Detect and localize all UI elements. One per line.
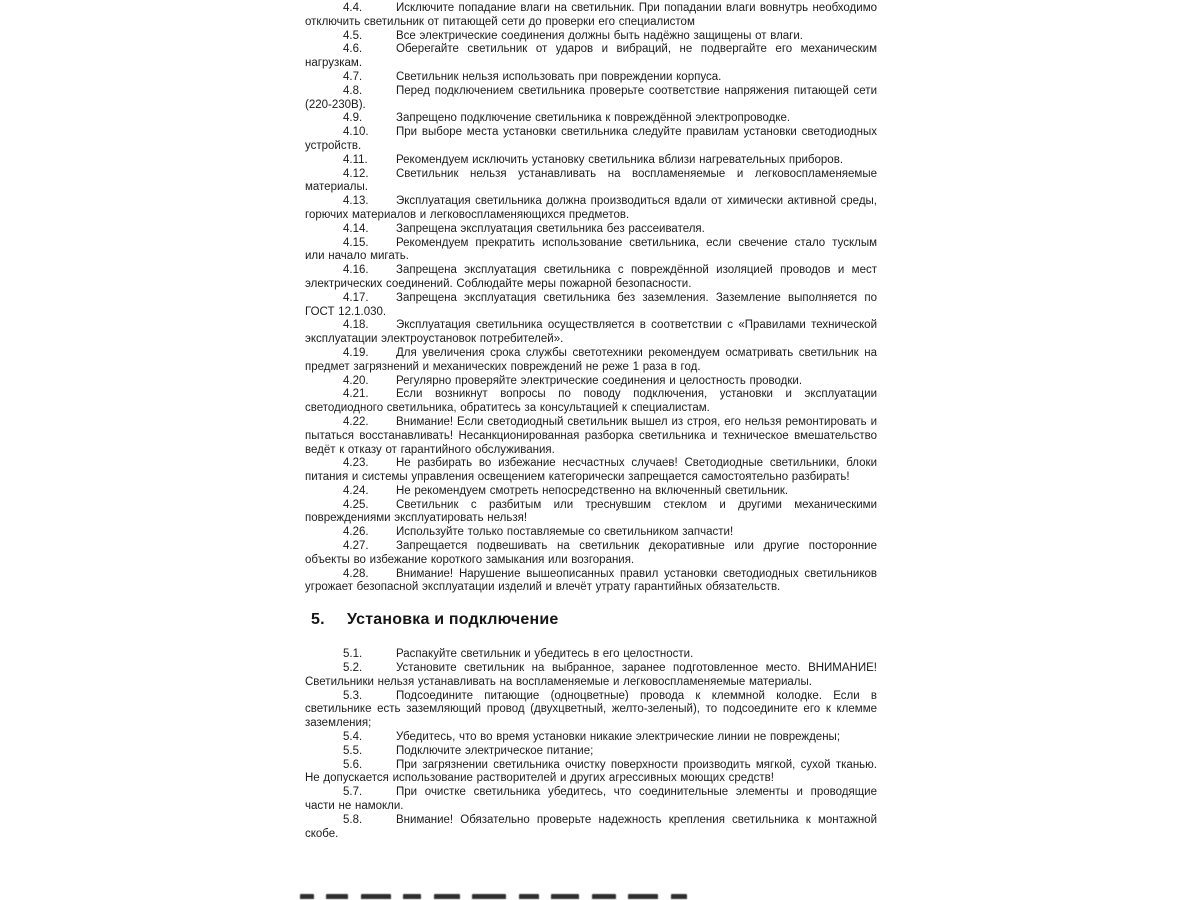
list-item (305, 154, 877, 168)
item-text: Внимание! Обязательно проверьте надежность крепления светильника к монтажной скобе. (305, 813, 877, 840)
item-text: Запрещается подвешивать на светильник декоративные или другие посторонние объекты во избежание короткого замыкания или возгорания. (305, 540, 877, 566)
item-number: 5.3. (343, 689, 363, 702)
item-number: 5.2. (343, 662, 363, 675)
item-text: Эксплуатация светильника осуществляется в соответствии с «Правилами технической эксплуатации электроустановок потребителей». (305, 319, 877, 346)
list-item (305, 485, 877, 499)
item-number: 4.9. (343, 112, 363, 125)
item-number: 4.25. (343, 498, 369, 511)
item-text: При выборе места установки светильника следуйте правилам установки светодиодных устройств. (305, 126, 877, 152)
item-text: При очистке светильника убедитесь, что соединительные элементы и проводящие части не намокли. (305, 786, 877, 813)
item-text: Оберегайте светильник от ударов и вибраций, не подвергайте его механическим нагрузкам. (305, 43, 877, 70)
list-item (305, 540, 877, 568)
item-number: 4.14. (343, 222, 369, 235)
item-text: Не рекомендуем смотреть непосредственно на включенный светильник. (396, 484, 789, 497)
item-text: Если возникнут вопросы по поводу подключения, установки и эксплуатации светодиодного светильника, обратитесь за консультацией к специалистам. (305, 388, 877, 415)
list-item (305, 690, 877, 731)
list-item (305, 43, 877, 71)
item-number: 4.16. (343, 264, 369, 277)
list-item (305, 416, 877, 457)
list-item (305, 648, 877, 662)
item-text: Запрещена эксплуатация светильника без заземления. Заземление выполняется по ГОСТ 12.1.030. (305, 291, 877, 318)
list-item (305, 30, 877, 44)
item-text: Перед подключением светильника проверьте соответствие напряжения питающей сети (220-230В). (305, 84, 877, 111)
list-item (305, 731, 877, 745)
item-number: 4.21. (343, 388, 369, 401)
item-number: 4.6. (343, 43, 363, 56)
item-text: Внимание! Нарушение вышеописанных правил установки светодиодных светильников угрожает безопасной эксплуатации изделий и влечёт утрату гарантийных обязательств. (305, 567, 877, 594)
item-number: 4.12. (343, 167, 369, 180)
item-text: Регулярно проверяйте электрические соединения и целостность проводки. (396, 374, 803, 387)
list-item (305, 526, 877, 540)
cutoff-text-segment (551, 894, 579, 899)
item-number: 4.13. (343, 195, 369, 208)
list-item (305, 292, 877, 320)
section5-heading (311, 611, 877, 629)
list-item (305, 71, 877, 85)
item-text: Исключите попадание влаги на светильник. При попадании влаги вовнутрь необходимо отключить светильник от питающей сети до проверки его специалистом (305, 2, 877, 28)
item-text: Эксплуатация светильника должна производиться вдали от химически активной среды, горючих материалов и легковоспламеняющихся предметов. (305, 195, 877, 221)
cutoff-text-segment (519, 894, 539, 899)
cutoff-text-segment (671, 894, 687, 899)
list-item (305, 85, 877, 113)
item-text: Светильник нельзя использовать при повреждении корпуса. (396, 70, 722, 83)
list-item (305, 786, 877, 814)
section5-heading-number: 5. (311, 611, 325, 629)
item-number: 5.6. (343, 758, 363, 771)
list-item (305, 388, 877, 416)
section4-list (305, 2, 877, 595)
list-item (305, 375, 877, 389)
list-item (305, 568, 877, 596)
cutoff-text-segment (434, 894, 460, 899)
item-number: 4.26. (343, 526, 369, 539)
item-text: Подсоедините питающие (одноцветные) провода к клеммной колодке. Если в светильнике есть заземляющий провод (двухцветный, желто-зеленый), то подсоедините его к клемме заземления; (305, 689, 877, 730)
item-number: 4.10. (343, 126, 369, 139)
item-number: 4.15. (343, 236, 369, 249)
item-number: 4.4. (343, 2, 363, 14)
item-number: 4.20. (343, 374, 369, 387)
item-number: 4.5. (343, 29, 363, 42)
cutoff-text-fragment (300, 894, 900, 899)
list-item (305, 499, 877, 527)
item-number: 5.4. (343, 731, 363, 744)
item-text: Светильник с разбитым или треснувшим стеклом и другими механическими повреждениями эксплуатировать нельзя! (305, 498, 877, 525)
cutoff-text-segment (361, 894, 391, 899)
item-text: Светильник нельзя устанавливать на воспламеняемые и легковоспламеняемые материалы. (305, 167, 877, 194)
item-number: 4.19. (343, 346, 369, 359)
item-number: 4.7. (343, 70, 363, 83)
list-item (305, 814, 877, 842)
cutoff-text-segment (300, 894, 314, 899)
item-number: 5.1. (343, 648, 363, 661)
list-item (305, 195, 877, 223)
item-number: 4.8. (343, 84, 363, 97)
item-number: 4.28. (343, 567, 369, 580)
item-text: Для увеличения срока службы светотехники рекомендуем осматривать светильник на предмет загрязнений и механических повреждений не реже 1 раза в год. (305, 346, 877, 373)
item-number: 5.5. (343, 744, 363, 757)
cutoff-text-segment (472, 894, 506, 899)
item-text: Установите светильник на выбранное, заранее подготовленное место. ВНИМАНИЕ! Светильники нельзя устанавливать на воспламеняемые и легковоспламеняемые материалы. (305, 662, 877, 688)
list-item (305, 223, 877, 237)
list-item (305, 745, 877, 759)
list-item (305, 347, 877, 375)
list-item (305, 457, 877, 485)
list-item (305, 759, 877, 787)
list-item (305, 662, 877, 690)
item-number: 4.27. (343, 540, 369, 553)
list-item (305, 112, 877, 126)
item-text: Запрещена эксплуатация светильника с повреждённой изоляцией проводов и мест электрических соединений. Соблюдайте меры пожарной безопасности. (305, 264, 877, 290)
item-text: Подключите электрическое питание; (396, 744, 594, 757)
cutoff-text-segment (326, 894, 348, 899)
item-text: Используйте только поставляемые со светильником запчасти! (396, 526, 734, 539)
list-item (305, 2, 877, 30)
list-item (305, 237, 877, 265)
item-text: Рекомендуем исключить установку светильника вблизи нагревательных приборов. (396, 153, 844, 166)
item-text: Не разбирать во избежание несчастных случаев! Светодиодные светильники, блоки питания и системы управления освещением категорически запрещается самостоятельно разбирать! (305, 457, 877, 484)
item-text: Все электрические соединения должны быть надёжно защищены от влаги. (396, 29, 803, 42)
item-number: 4.11. (343, 153, 368, 166)
item-number: 4.17. (343, 291, 369, 304)
cutoff-text-segment (628, 894, 658, 899)
cutoff-text-segment (592, 894, 616, 899)
item-text: Внимание! Если светодиодный светильник вышел из строя, его нельзя ремонтировать и пытаться восстанавливать! Несанкционированная разборка светильника и техническое вмешательство ведёт к отказу от гарантийного обслуживания. (305, 415, 877, 456)
item-number: 5.8. (343, 813, 363, 826)
list-item (305, 168, 877, 196)
section5-heading-title: Установка и подключение (347, 611, 559, 629)
item-text: Запрещено подключение светильника к повреждённой электропроводке. (396, 112, 791, 125)
item-number: 4.22. (343, 415, 369, 428)
item-text: Запрещена эксплуатация светильника без рассеивателя. (396, 222, 705, 235)
item-text: Рекомендуем прекратить использование светильника, если свечение стало тусклым или начало мигать. (305, 236, 877, 263)
section5-list (305, 648, 877, 841)
cutoff-text-segment (403, 894, 421, 899)
list-item (305, 126, 877, 154)
list-item (305, 319, 877, 347)
item-text: При загрязнении светильника очистку поверхности производить мягкой, сухой тканью. Не допускается использование растворителей и других агрессивных моющих средств! (305, 758, 877, 785)
item-text: Распакуйте светильник и убедитесь в его целостности. (396, 648, 694, 661)
text-column (305, 2, 877, 841)
list-item (305, 264, 877, 292)
item-number: 5.7. (343, 786, 363, 799)
item-number: 4.24. (343, 484, 369, 497)
item-number: 4.23. (343, 457, 369, 470)
item-number: 4.18. (343, 319, 369, 332)
item-text: Убедитесь, что во время установки никакие электрические линии не повреждены; (396, 731, 841, 744)
